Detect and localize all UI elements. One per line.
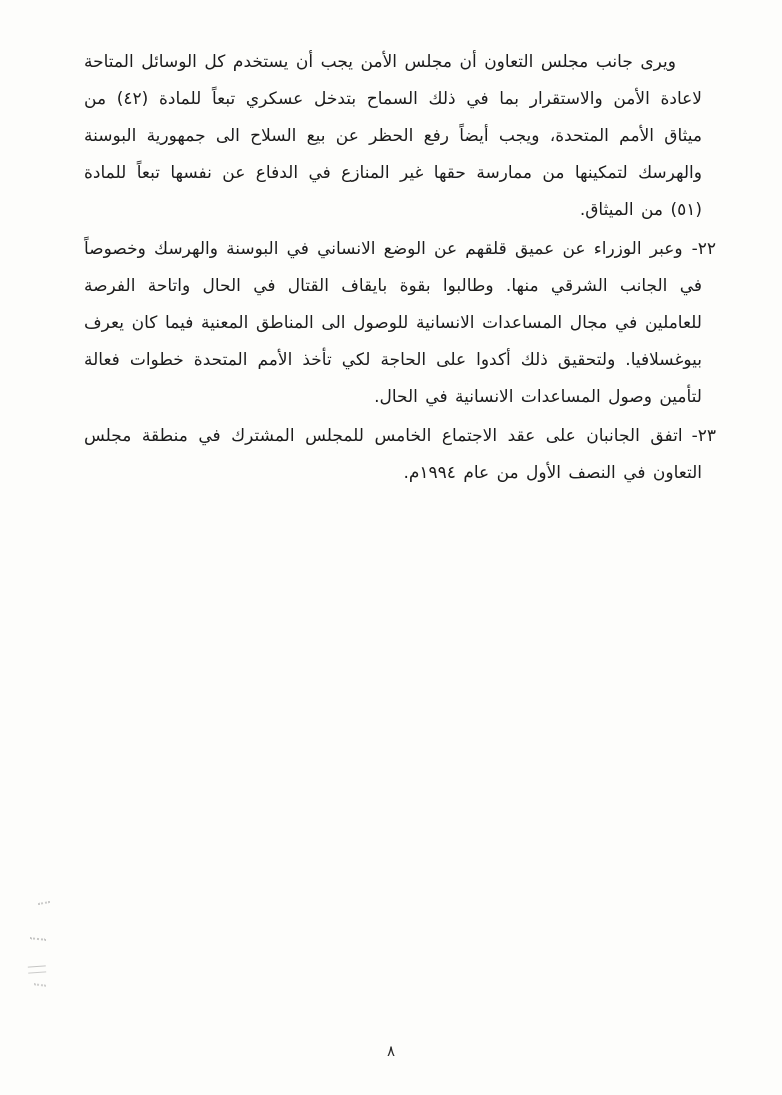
paragraph-text: وعبر الوزراء عن عميق قلقهم عن الوضع الانساني في البوسنة والهرسك وخصوصاً في الجانب الشرقي منها. وطالبوا بقوة بايقاف القتال في الحال واتاحة الفرصة للعاملين في مجال المساعدات الانسانية للوصول الى المناطق المعنية فيما كان يعرف بيوغسلافيا. ولتحقيق ذلك أكدوا على الحاجة لكي تأخذ الأمم المتحدة خطوات فعالة لتأمين وصول المساعدات الانسانية في الحال. — [84, 239, 702, 407]
paragraph-22 — [84, 231, 716, 416]
page-number: ٨ — [386, 1042, 396, 1060]
scan-artifact — [30, 937, 46, 941]
document-body — [84, 44, 716, 494]
paragraph-text: اتفق الجانبان على عقد الاجتماع الخامس للمجلس المشترك في منطقة مجلس التعاون في النصف الأول من عام ١٩٩٤م. — [84, 426, 702, 483]
item-number: ٢٢- — [691, 239, 716, 259]
scan-artifact — [28, 965, 46, 973]
paragraph-text: ويرى جانب مجلس التعاون أن مجلس الأمن يجب أن يستخدم كل الوسائل المتاحة لاعادة الأمن والاستقرار بما في ذلك السماح بتدخل عسكري تبعاً للمادة (٤٢) من ميثاق الأمم المتحدة، ويجب أيضاً رفع الحظر عن بيع السلاح الى جمهورية البوسنة والهرسك لتمكينها من ممارسة حقها غير المنازع في الدفاع عن نفسها تبعاً للمادة (٥١) من الميثاق. — [84, 52, 702, 220]
scan-artifact — [34, 983, 46, 987]
paragraph-23 — [84, 418, 716, 492]
scan-artifact — [38, 901, 50, 905]
item-number: ٢٣- — [691, 426, 716, 446]
paragraph-intro — [84, 44, 702, 229]
